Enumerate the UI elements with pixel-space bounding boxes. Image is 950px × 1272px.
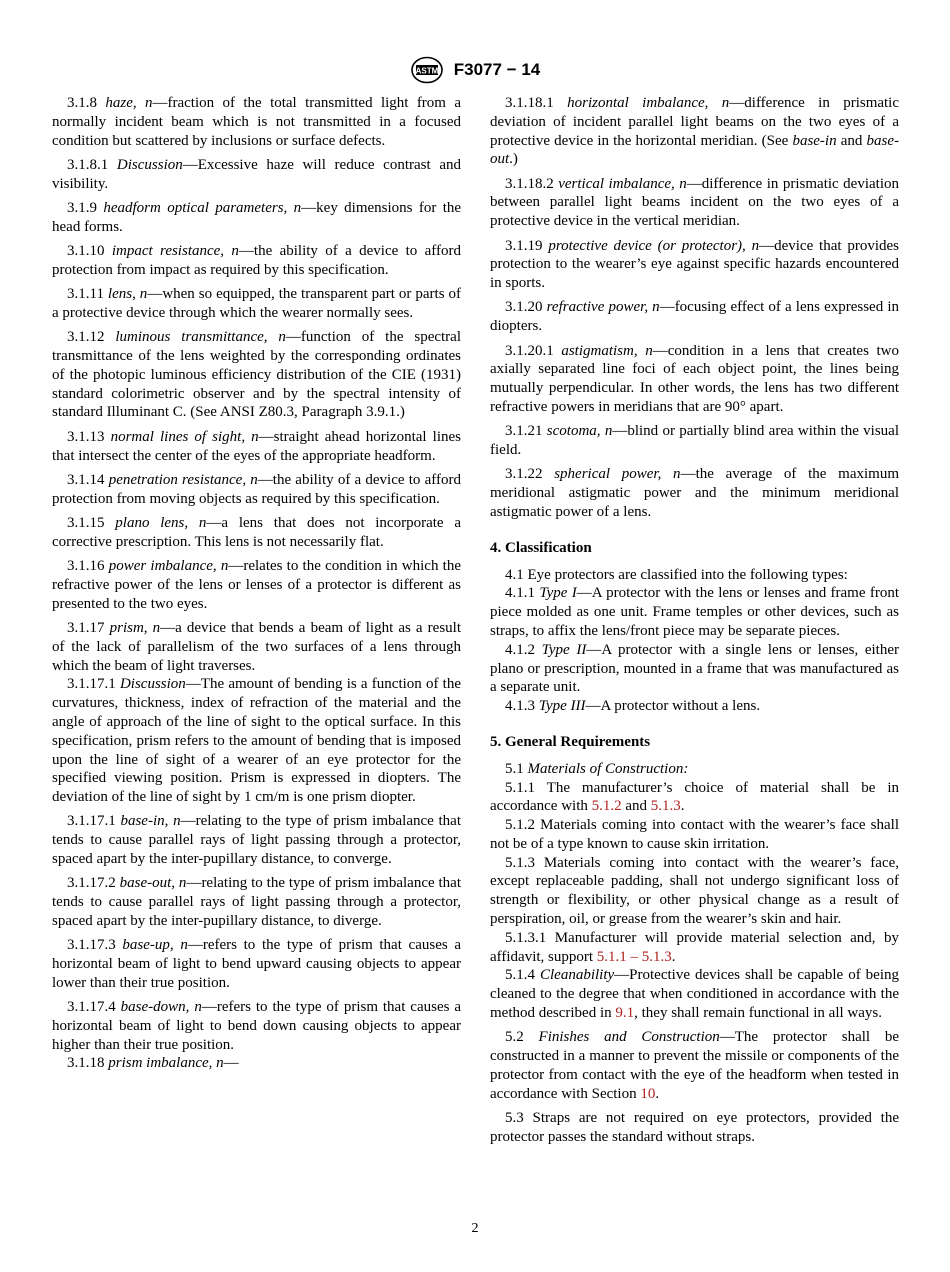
- left-column: [52, 94, 461, 1079]
- link-5-1-2[interactable]: 5.1.2: [591, 798, 622, 815]
- def-spherical-power: 3.1.22 spherical power, n—the average of the maximum meridional astigmatic power and the minimum meridional astigmatic power of a lens.: [490, 466, 900, 520]
- link-5-1-3[interactable]: 5.1.3: [650, 798, 681, 815]
- document-code: F3077 − 14: [453, 60, 541, 79]
- page-header: [0, 56, 950, 84]
- astm-logo: [410, 56, 444, 84]
- link-5-1-1-to-5-1-3[interactable]: 5.1.1 – 5.1.3: [596, 948, 672, 965]
- def-protective-device: 3.1.19 protective device (or protector), n—device that provides protection to the wearer’s eye against specific hazards encountered in sports.: [490, 237, 900, 292]
- def-prism: 3.1.17 prism, n—a device that bends a beam of light as a result of the lack of parallelism of the two surfaces of a lens through which the beam of light traverses.: [52, 619, 462, 674]
- def-vertical-imbalance: 3.1.18.2 vertical imbalance, n—difference in prismatic deviation between parallel light beams incident on the two eyes of a protective device in the vertical meridian.: [490, 175, 900, 230]
- clause-5-1-3-1: 5.1.3.1 Manufacturer will provide material selection and, by affidavit, support 5.1.1 – 5.1.3.: [490, 929, 900, 965]
- def-prism-discussion: 3.1.17.1 Discussion—The amount of bending is a function of the curvatures, thickness, index of refraction of the material and the angle of approach of the line of sight to the optical surface. In this specification, prism refers to the amount of bending that is imposed upon the line of sight of a wearer of an eye protector for the specified viewing position. Prism is expressed in diopters. The deviation of the line of sight by 1 cm/m is one prism diopter.: [52, 676, 461, 806]
- clause-5-1-3: 5.1.3 Materials coming into contact with the wearer’s face, except replaceable padding, shall not undergo significant loss of strength or flexibility, or other physical change as a result of perspiration, oil, or grease from the wearer’s skin and hair.: [490, 854, 900, 928]
- clause-type-iii: 4.1.3 Type III—A protector without a lens.: [505, 698, 761, 715]
- clause-5-1: 5.1 Materials of Construction:: [505, 760, 689, 777]
- clause-type-ii: 4.1.2 Type II—A protector with a single lens or lenses, either plano or prescription, mounted in a frame that was manufactured as a separate unit.: [490, 641, 900, 696]
- logo-text: ASTM: [415, 66, 439, 76]
- def-base-out: 3.1.17.2 base-out, n—relating to the type of prism imbalance that tends to cause parallel rays of light passing through a protector, spaced apart by the inter-pupillary distance, to diverge.: [52, 875, 462, 929]
- clause-5-3: 5.3 Straps are not required on eye protectors, provided the protector passes the standard without straps.: [490, 1110, 900, 1145]
- def-base-in: 3.1.17.1 base-in, n—relating to the type of prism imbalance that tends to cause parallel rays of light passing through a protector, spaced apart by the inter-pupillary distance, to converge.: [52, 813, 461, 867]
- clause-type-i: 4.1.1 Type I—A protector with the lens or lenses and frame front piece molded as one unit. Frame temples or other devices, such as straps, to affix the lens/front piece may be separate pieces.: [490, 585, 900, 639]
- def-luminous-transmittance: 3.1.12 luminous transmittance, n—function of the spectral transmittance of the lens weighted by the corresponding ordinates of the photopic luminous efficiency distribution of the CIE (1931) standard colorimetric observer and by the spectral intensity of standard Illuminant C. (See ANSI Z80.3, Paragraph 3.9.1.): [52, 329, 462, 421]
- def-penetration-resistance: 3.1.14 penetration resistance, n—the ability of a device to afford protection from moving objects as required by this specification.: [52, 471, 461, 507]
- clause-5-1-1: 5.1.1 The manufacturer’s choice of material shall be in accordance with 5.1.2 and 5.1.3.: [490, 779, 899, 815]
- def-astigmatism: 3.1.20.1 astigmatism, n—condition in a lens that creates two axially separated line foci of each object point, the lines being mutually perpendicular. In other words, the lens has two different refractive powers in meridians that are 90° apart.: [490, 342, 900, 415]
- link-section-10[interactable]: 10: [640, 1085, 656, 1102]
- def-scotoma: 3.1.21 scotoma, n—blind or partially blind area within the visual field.: [490, 423, 900, 459]
- def-lens: 3.1.11 lens, n—when so equipped, the transparent part or parts of a protective device through which the wearer normally sees.: [52, 286, 462, 321]
- section-heading-classification: 4. Classification: [490, 539, 592, 556]
- def-plano-lens: 3.1.15 plano lens, n—a lens that does not incorporate a corrective prescription. This lens is not necessarily flat.: [52, 514, 461, 550]
- def-headform-optical-parameters: 3.1.9 headform optical parameters, n—key dimensions for the head forms.: [52, 199, 462, 235]
- clause-5-1-2: 5.1.2 Materials coming into contact with the wearer’s face shall not be of a type known to cause skin irritation.: [490, 817, 899, 852]
- def-power-imbalance: 3.1.16 power imbalance, n—relates to the condition in which the refractive power of the lens or lenses of a protector is different as presented to the two eyes.: [52, 558, 461, 612]
- def-horizontal-imbalance: 3.1.18.1 horizontal imbalance, n—difference in prismatic deviation of incident parallel light beams on the two eyes of a protective device in the horizontal meridian. (See base-in and base-out.): [490, 95, 900, 168]
- def-impact-resistance: 3.1.10 impact resistance, n—the ability of a device to afford protection from impact as required by this specification.: [52, 243, 461, 278]
- def-base-down: 3.1.17.4 base-down, n—refers to the type of prism that causes a horizontal beam of light to bend down causing objects to appear higher than their true position.: [52, 999, 462, 1053]
- clause-4-1: 4.1 Eye protectors are classified into the following types:: [505, 566, 848, 583]
- def-haze-discussion: 3.1.8.1 Discussion—Excessive haze will reduce contrast and visibility.: [52, 156, 461, 192]
- link-9-1[interactable]: 9.1: [615, 1005, 635, 1022]
- def-base-up: 3.1.17.3 base-up, n—refers to the type of prism that causes a horizontal beam of light to bend upward causing objects to appear lower than their true position.: [52, 937, 462, 991]
- clause-5-2: 5.2 Finishes and Construction—The protector shall be constructed in a manner to prevent the missile or components of the protector from contact with the eye of the headform when tested in accordance with Section 10.: [490, 1029, 900, 1102]
- section-heading-general-requirements: 5. General Requirements: [490, 733, 651, 750]
- right-column: [490, 94, 899, 1152]
- def-prism-imbalance: 3.1.18 prism imbalance, n—: [67, 1055, 239, 1072]
- def-haze: 3.1.8 haze, n—fraction of the total transmitted light from a normally incident beam which is not transmitted in a focused condition but scattered by inclusions or surface defects.: [52, 95, 462, 149]
- clause-5-1-4: 5.1.4 Cleanability—Protective devices shall be capable of being cleaned to the degree that when conditioned in accordance with the method described in 9.1, they shall remain functional in all ways.: [490, 967, 900, 1022]
- def-normal-lines-of-sight: 3.1.13 normal lines of sight, n—straight ahead horizontal lines that intersect the center of the eyes of the appropriate headform.: [52, 428, 461, 464]
- page-number: 2: [471, 1221, 479, 1236]
- def-refractive-power: 3.1.20 refractive power, n—focusing effect of a lens expressed in diopters.: [490, 299, 899, 335]
